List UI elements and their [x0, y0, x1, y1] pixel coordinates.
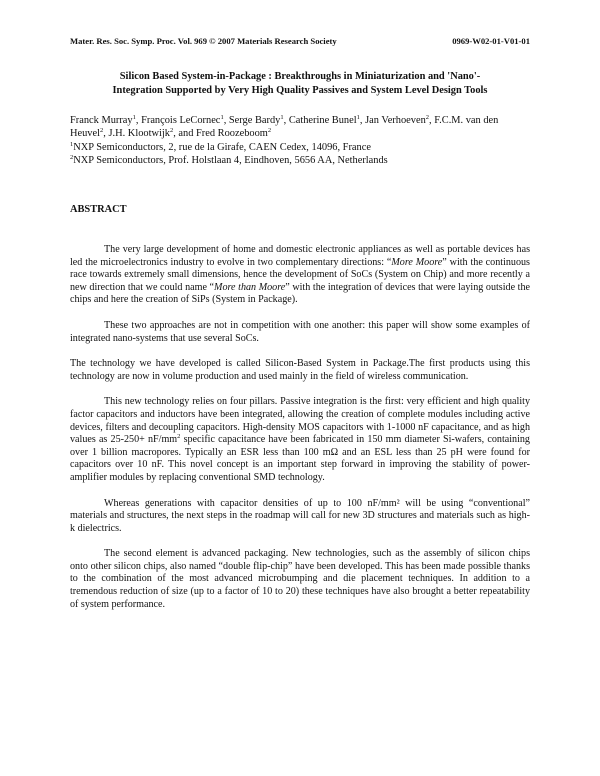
- author-name: J.H. Klootwijk: [108, 127, 170, 139]
- paragraph-4: This new technology relies on four pillars. Passive integration is the first: very efficient and high quality factor capacitors and inductors have been integrated, allowing the creation of complete modules including active devices, filters and decoupling capacitors. High-density MOS capacitors with 1-1000 nF capacitance, and as high values as $25-250+ nF/mm^2$ specific capacitance have been fabricated in 150 mm diameter Si-wafers, containing over 1 billion macropores. Typically an ESR less than 100 mΩ and an ESL less than 25 pH were found for capacitors over 10 nF. This novel concept is an important step forward in improving the stability of power-amplifier modules by replacing conventional SMD technology.: [70, 396, 530, 483]
- author-name: F.C.M. van den Heuvel: [70, 115, 499, 139]
- more-moore-term: More Moore: [391, 256, 443, 268]
- paragraph-2: These two approaches are not in competition with one another: this paper will show some examples of integrated nano-systems that use several SoCs.: [70, 319, 530, 344]
- author-name: Catherine Bunel: [288, 115, 357, 126]
- author-name: Fred Roozeboom: [196, 127, 268, 139]
- affiliation-2: $^2$NXP Semiconductors, Prof. Holstlaan 4, Eindhoven, 5656 AA, Netherlands: [70, 153, 388, 166]
- abstract-heading: ABSTRACT: [70, 204, 127, 215]
- paper-title: [70, 70, 530, 97]
- title-line-1: Silicon Based System-in-Package : Breakthroughs in Miniaturization and 'Nano'-: [119, 71, 481, 82]
- author-block: [70, 115, 530, 167]
- more-than-moore-term: More than Moore: [214, 281, 286, 293]
- title-line-2: Integration Supported by Very High Quality Passives and System Level Design Tools: [112, 84, 488, 96]
- paragraph-5: Whereas generations with capacitor densities of up to 100 nF/mm² will be using “conventional” materials and structures, the next steps in the roadmap will call for new 3D structures and materials such as high-k dielectrics.: [70, 497, 530, 534]
- author-name: Franck Murray: [70, 115, 133, 126]
- affiliation-1: $^1$NXP Semiconductors, 2, rue de la Girafe, CAEN Cedex, 14096, France: [70, 140, 371, 153]
- paragraph-6: The second element is advanced packaging. New technologies, such as the assembly of silicon chips onto other silicon chips, also named “double flip-chip” have been developed. This has been made possible thanks to the combination of the most advanced microbumping and die placement techniques. In addition to a tremendous reduction of size (up to a factor of 10 to 20) these techniques have also brought a better repeatability of system performance.: [70, 548, 530, 610]
- author-name: Serge Bardy: [228, 115, 281, 126]
- paper-id: 0969-W02-01-V01-01: [452, 36, 530, 46]
- author-list: Franck Murray$^1$, François LeCornec$^1$, Serge Bardy$^1$, Catherine Bunel$^1$, Jan Verhoeven$^2$, F.C.M. van den Heuvel$^2$, J.H. Klootwijk$^2$, and Fred Roozeboom$^2$: [70, 114, 499, 139]
- author-name: Jan Verhoeven: [365, 115, 426, 126]
- paragraph-1: The very large development of home and domestic electronic appliances as well as portable devices has led the microelectronics industry to evolve in two complementary directions: “More Moore” with the continuous race towards extremely small dimensions, hence the development of SoCs (System on Chip) and more recently a new direction that we could name “More than Moore” with the integration of devices that were laying outside the chips and here the creation of SiPs (System in Package).: [70, 244, 531, 306]
- running-header: [70, 36, 530, 46]
- paragraph-3: The technology we have developed is called Silicon-Based System in Package.The first products using this technology are now in volume production and used mainly in the field of wireless communication.: [70, 358, 530, 382]
- journal-citation: Mater. Res. Soc. Symp. Proc. Vol. 969 © 2007 Materials Research Society: [70, 36, 337, 46]
- author-name: François LeCornec: [141, 115, 221, 126]
- abstract-body: [70, 244, 530, 624]
